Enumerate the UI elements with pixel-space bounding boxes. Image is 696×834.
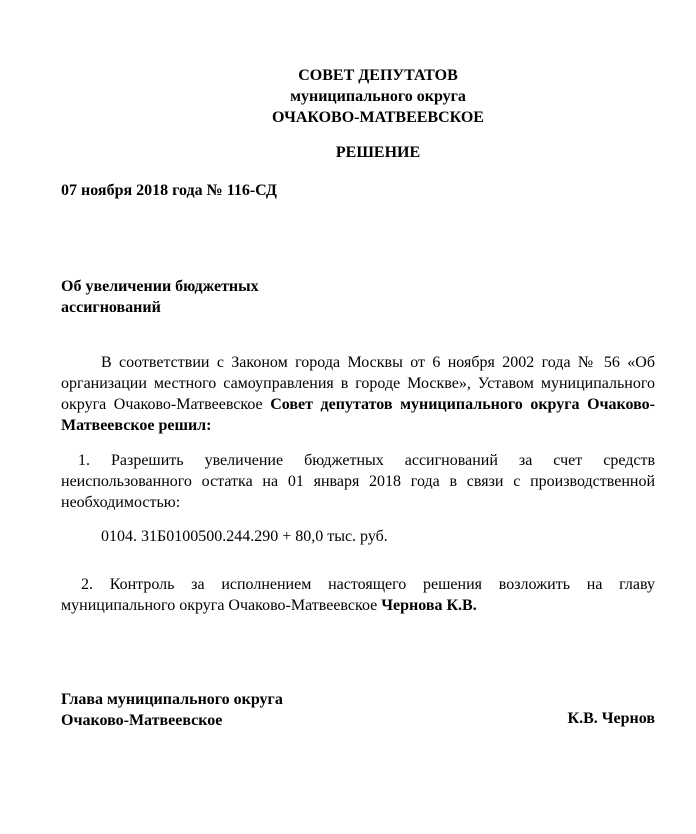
item-2-paragraph (61, 574, 655, 616)
signature-name: К.В. Чернов (567, 710, 655, 727)
item-2-text: 2. Контроль за исполнением настоящего решения возложить на главу муниципального округа Очаково-Матвеевское (61, 576, 655, 614)
item-1-text: 1. Разрешить увеличение бюджетных ассигнований за счет средств неиспользованного остатка на 01 января 2018 года в связи с производственной необходимостью: (61, 452, 655, 511)
signature-title-line-1: Глава муниципального округа (61, 691, 283, 708)
subject (61, 276, 655, 318)
document-header (60, 65, 696, 128)
date-number: 07 ноября 2018 года № 116-СД (61, 182, 277, 199)
subject-line-1: Об увеличении бюджетных (61, 278, 259, 295)
document-type: РЕШЕНИЕ (335, 144, 421, 161)
budget-line: 0104. 31Б0100500.244.290 + 80,0 тыс. руб. (101, 528, 388, 545)
district-type: муниципального округа (290, 88, 466, 105)
council-title: СОВЕТ ДЕПУТАТОВ (298, 67, 458, 84)
preamble-paragraph (61, 352, 655, 436)
preamble-text: В соответствии с Законом города Москвы от 6 ноября 2002 года № 56 «Об организации местного самоуправления в городе Москве», Уставом муниципального округа Очаково-Матвеевское (61, 354, 655, 413)
preamble-resolution: Совет депутатов муниципального округа Очаково-Матвеевское решил: (61, 396, 655, 434)
signature-title-line-2: Очаково-Матвеевское (61, 712, 223, 729)
subject-line-2: ассигнований (61, 299, 161, 316)
item-1-paragraph (61, 450, 655, 513)
item-2-responsible: Чернова К.В. (381, 597, 477, 614)
district-name: ОЧАКОВО-МАТВЕЕВСКОЕ (272, 109, 484, 126)
